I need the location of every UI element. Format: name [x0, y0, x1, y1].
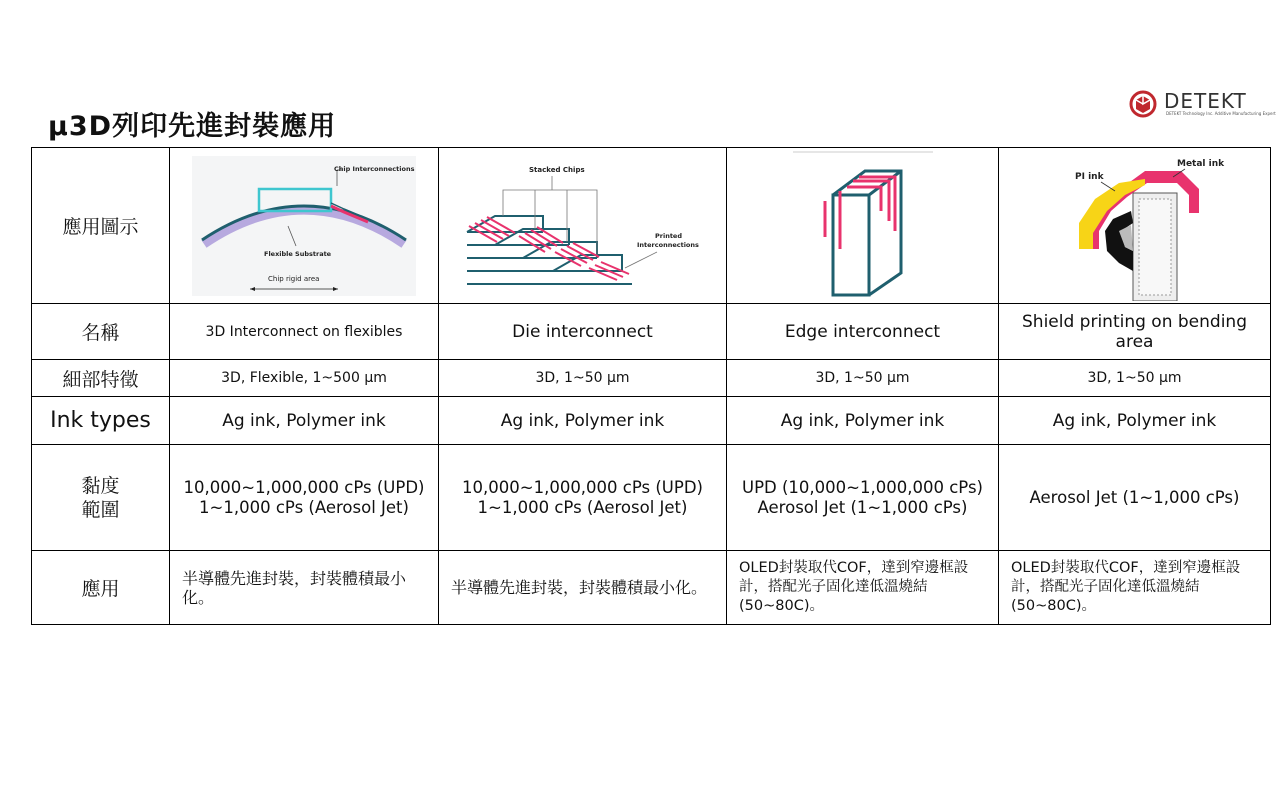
name-cell: Shield printing on bending area	[999, 304, 1271, 360]
logo-name: DETEKT	[1164, 89, 1247, 113]
viscosity-cell: 10,000~1,000,000 cPs (UPD) 1~1,000 cPs (Aerosol Jet)	[439, 445, 727, 551]
flexible-substrate-diagram	[192, 156, 416, 296]
row-header-ink: Ink types	[32, 397, 170, 445]
viscosity-cell: 10,000~1,000,000 cPs (UPD) 1~1,000 cPs (Aerosol Jet)	[170, 445, 439, 551]
viscosity-row	[32, 445, 1271, 551]
row-header-viscosity: 黏度 範圍	[32, 445, 170, 551]
name-cell: Die interconnect	[439, 304, 727, 360]
feature-cell: 3D, 1~50 μm	[439, 360, 727, 397]
ink-cell: Ag ink, Polymer ink	[727, 397, 999, 445]
ink-cell: Ag ink, Polymer ink	[439, 397, 727, 445]
application-table	[31, 147, 1271, 625]
stacked-chips-label: Stacked Chips	[528, 165, 585, 174]
detekt-logo-mark-icon	[1128, 90, 1158, 120]
feature-cell: 3D, 1~50 μm	[999, 360, 1271, 397]
detekt-logo	[1128, 88, 1276, 118]
application-cell: OLED封裝取代COF，達到窄邊框設計，搭配光子固化達低溫燒結(50~80C)。	[999, 551, 1271, 625]
row-header-feature: 細部特徵	[32, 360, 170, 397]
diagram-edge-interconnect	[727, 148, 999, 304]
row-header-application: 應用	[32, 551, 170, 625]
feature-cell: 3D, Flexible, 1~500 μm	[170, 360, 439, 397]
metal-ink-label: Metal ink	[1176, 158, 1224, 169]
chip-interconnections-label: Chip Interconnections	[334, 164, 415, 173]
shield-printing-diagram	[1035, 151, 1235, 301]
row-header-diagram: 應用圖示	[32, 148, 170, 304]
feature-cell: 3D, 1~50 μm	[727, 360, 999, 397]
name-row	[32, 304, 1271, 360]
application-cell: OLED封裝取代COF，達到窄邊框設計，搭配光子固化達低溫燒結(50~80C)。	[727, 551, 999, 625]
viscosity-cell: UPD (10,000~1,000,000 cPs) Aerosol Jet (1~1,000 cPs)	[727, 445, 999, 551]
stacked-chips-diagram	[457, 156, 709, 296]
row-header-name: 名稱	[32, 304, 170, 360]
ink-cell: Ag ink, Polymer ink	[999, 397, 1271, 445]
diagram-row	[32, 148, 1271, 304]
application-row	[32, 551, 1271, 625]
name-cell: 3D Interconnect on flexibles	[170, 304, 439, 360]
application-cell: 半導體先進封裝，封裝體積最小化。	[170, 551, 439, 625]
feature-row	[32, 360, 1271, 397]
logo-tagline: DETEKT Technology Inc. Additive Manufacturing Expert	[1166, 111, 1276, 116]
name-cell: Edge interconnect	[727, 304, 999, 360]
viscosity-cell: Aerosol Jet (1~1,000 cPs)	[999, 445, 1271, 551]
application-cell: 半導體先進封裝，封裝體積最小化。	[439, 551, 727, 625]
printed-interconnections-label: Printed Interconnections	[636, 231, 699, 249]
flexible-substrate-label: Flexible Substrate	[264, 249, 332, 258]
pi-ink-label: PI ink	[1074, 171, 1104, 182]
ink-cell: Ag ink, Polymer ink	[170, 397, 439, 445]
chip-rigid-area-label: Chip rigid area	[268, 274, 320, 283]
ink-row	[32, 397, 1271, 445]
slide-title: μ3D列印先進封裝應用	[48, 111, 337, 142]
diagram-die-interconnect	[439, 148, 727, 304]
edge-interconnect-diagram	[793, 151, 933, 301]
diagram-shield-printing	[999, 148, 1271, 304]
diagram-flexible-interconnect	[170, 148, 439, 304]
